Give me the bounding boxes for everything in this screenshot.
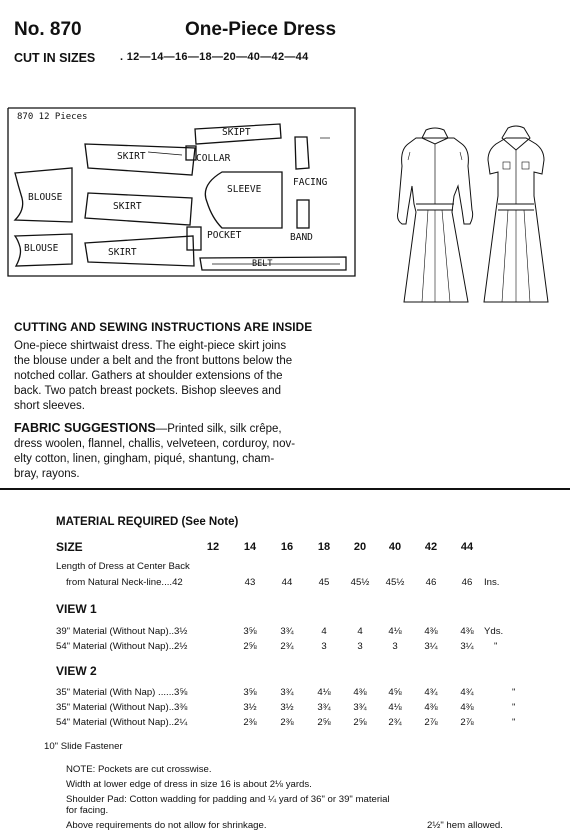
row-unit: Yds. (484, 626, 504, 637)
piece-skirt-2: SKIRT (113, 201, 142, 212)
section-divider (0, 488, 570, 490)
row-value: 3½ (280, 702, 294, 713)
row-value: 2¾ (388, 717, 402, 728)
length-value: 46 (425, 577, 437, 588)
row-value: 3⅝ (243, 687, 257, 698)
fabric-line: —Printed silk, silk crêpe, (155, 423, 282, 435)
slide-fastener: 10" Slide Fastener (44, 741, 123, 752)
row-label: 35" Material (With Nap) ......3⅝ (56, 687, 188, 698)
size-col: 42 (424, 541, 438, 553)
description-line: One-piece shirtwaist dress. The eight-piece skirt joins (14, 340, 287, 352)
length-value: 43 (244, 577, 256, 588)
note-pockets: NOTE: Pockets are cut crosswise. (66, 764, 212, 775)
length-line-2: from Natural Neck-line....42 (66, 577, 183, 588)
row-value: 4⅜ (460, 626, 474, 637)
piece-skirt-3: SKIRT (108, 247, 137, 258)
description (14, 339, 292, 414)
row-value: 2⅞ (424, 717, 438, 728)
size-label: SIZE (56, 540, 83, 554)
row-unit: " (494, 641, 498, 652)
row-value: 4¾ (424, 687, 438, 698)
length-value: 45½ (350, 577, 370, 588)
row-value: 4⅜ (424, 626, 438, 637)
material-heading: MATERIAL REQUIRED (See Note) (56, 516, 239, 528)
instructions-heading: CUTTING AND SEWING INSTRUCTIONS ARE INSIDE (14, 320, 313, 334)
row-value: 2⅝ (317, 717, 331, 728)
description-line: short sleeves. (14, 400, 85, 412)
view1-row (0, 641, 570, 654)
view1-heading: VIEW 1 (56, 602, 97, 616)
length-value: 45½ (385, 577, 405, 588)
fabric-line: bray, rayons. (14, 468, 80, 480)
cut-in-sizes-label: CUT IN SIZES (14, 51, 96, 65)
row-value: 2⅝ (353, 717, 367, 728)
row-unit: " (512, 687, 516, 698)
piece-sleeve: SLEEVE (227, 184, 262, 195)
row-value: 2⅜ (280, 717, 294, 728)
row-label: 35" Material (Without Nap)..3⅜ (56, 702, 188, 713)
piece-belt: BELT (252, 259, 273, 269)
piece-skirt-1: SKIRT (117, 151, 146, 162)
fabric-line: elty cotton, linen, gingham, piqué, shantung, cham- (14, 453, 275, 465)
size-col: 40 (388, 541, 402, 553)
row-value: 3¼ (424, 641, 438, 652)
row-value: 3¾ (317, 702, 331, 713)
fabric-heading: FABRIC SUGGESTIONS (14, 421, 156, 435)
row-value: 4⅜ (460, 702, 474, 713)
view1-row (0, 626, 570, 639)
row-value: 2⅞ (460, 717, 474, 728)
description-line: notched collar. Gathers at shoulder extensions of the (14, 370, 283, 382)
view2-heading: VIEW 2 (56, 664, 97, 678)
note-shoulder-pad: Shoulder Pad: Cotton wadding for padding and ¼ yard of 36" or 39" material (66, 794, 390, 805)
size-col: 20 (353, 541, 367, 553)
row-value: 3¾ (353, 702, 367, 713)
row-value: 3 (357, 641, 363, 652)
row-value: 3¼ (460, 641, 474, 652)
view2-row (0, 687, 570, 700)
piece-collar: COLLAR (196, 153, 231, 164)
layout-label: 870 12 Pieces (17, 112, 88, 122)
size-col: 18 (317, 541, 331, 553)
fabric-suggestions (14, 421, 295, 482)
cut-in-sizes-values: . 12—14—16—18—20—40—42—44 (120, 51, 309, 63)
row-value: 3 (392, 641, 398, 652)
pattern-title: One-Piece Dress (185, 19, 337, 40)
row-label: 39" Material (Without Nap)..3½ (56, 626, 188, 637)
fabric-line: dress woolen, flannel, challis, velveteen, corduroy, nov- (14, 438, 296, 450)
row-value: 3½ (243, 702, 257, 713)
row-label: 54" Material (Without Nap)..2½ (56, 641, 188, 652)
note-shoulder-pad-cont: for facing. (66, 805, 109, 816)
piece-blouse-1: BLOUSE (28, 192, 63, 203)
note-hem: 2½" hem allowed. (427, 820, 503, 831)
piece-pocket: POCKET (207, 230, 242, 241)
row-value: 3¾ (280, 687, 294, 698)
size-col: 44 (460, 541, 474, 553)
view2-row (0, 702, 570, 715)
length-row (0, 577, 570, 590)
length-value: 45 (318, 577, 330, 588)
piece-band: BAND (290, 232, 313, 243)
pattern-number: No. 870 (14, 19, 82, 40)
view2-row (0, 717, 570, 730)
row-value: 2⅜ (243, 717, 257, 728)
size-header-row (0, 541, 570, 555)
piece-skirt-top: SKIPT (222, 127, 251, 138)
row-value: 4⅛ (317, 687, 331, 698)
size-col: 12 (206, 541, 220, 553)
row-value: 4⅛ (388, 702, 402, 713)
row-value: 4⅜ (424, 702, 438, 713)
row-value: 4 (357, 626, 363, 637)
row-value: 4¾ (460, 687, 474, 698)
row-label: 54" Material (Without Nap)..2¼ (56, 717, 188, 728)
row-unit: " (512, 702, 516, 713)
row-value: 2⅝ (243, 641, 257, 652)
description-line: back. Two patch breast pockets. Bishop sleeves and (14, 385, 281, 397)
size-col: 16 (280, 541, 294, 553)
row-unit: " (512, 717, 516, 728)
length-value: 46 (461, 577, 473, 588)
dress-illustration (388, 116, 568, 306)
row-value: 4⅛ (388, 626, 402, 637)
row-value: 3⅝ (243, 626, 257, 637)
piece-blouse-2: BLOUSE (24, 243, 59, 254)
row-value: 4 (321, 626, 327, 637)
row-value: 4⅜ (353, 687, 367, 698)
note-width: Width at lower edge of dress in size 16 is about 2⅛ yards. (66, 779, 312, 790)
piece-facing: FACING (293, 177, 328, 188)
row-value: 4⅝ (388, 687, 402, 698)
length-value: 44 (281, 577, 293, 588)
length-line-1: Length of Dress at Center Back (56, 561, 190, 572)
note-shrinkage: Above requirements do not allow for shrinkage. (66, 820, 267, 831)
row-value: 2¾ (280, 641, 294, 652)
row-value: 3¾ (280, 626, 294, 637)
size-col: 14 (243, 541, 257, 553)
length-unit: Ins. (484, 577, 500, 588)
description-line: the blouse under a belt and the front buttons below the (14, 355, 293, 367)
row-value: 3 (321, 641, 327, 652)
